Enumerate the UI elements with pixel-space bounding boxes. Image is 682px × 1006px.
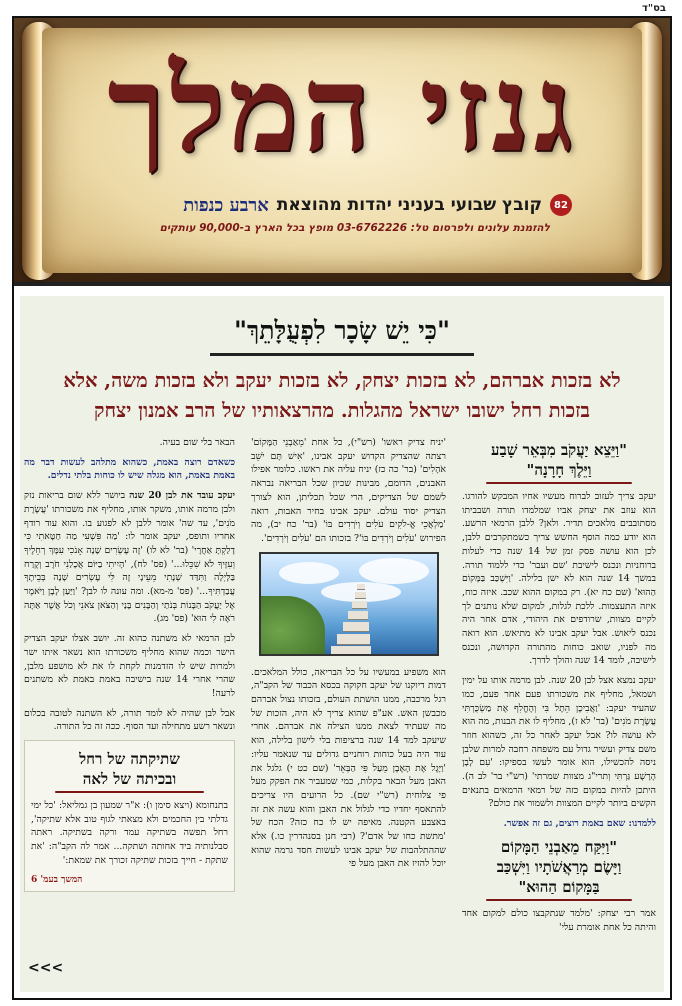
grass-cliff: [261, 596, 325, 654]
stair: [348, 611, 368, 620]
article-panel: [20, 296, 664, 992]
bsd-mark: בס"ד: [642, 3, 666, 14]
cloud: [359, 558, 429, 584]
parchment-scroll: [42, 28, 642, 273]
paragraph-lead: יעקב עובד את לבן 20 שנה: [129, 490, 235, 502]
stair: [343, 622, 369, 632]
paragraph-highlight: כשאדם רוצה באמת, כשהוא מתלהב לעשות דבר מה באמת באמת, הוא מגלה שיש לו כוחות בלתי נדלים.: [24, 456, 235, 482]
section-heading-2-line-3: בַּמָּקוֹם הַהוּא": [518, 877, 600, 896]
paragraph: אבל לבן שהיה לא לומד תורה, לא השתנה לטובה בכלום ונשאר רשע מתחילה ועד הסוף. ככה זה כל התורה.: [24, 707, 235, 733]
paragraph: אמר רבי יצחק: 'מלמד שנתקבצו כולם למקום אחד והיתה כל אחת אומרת עלי': [462, 907, 656, 933]
paragraph: יעקב נמצא אצל לבן 20 שנה. לבן מרמה אותו על ימין ושמאל, מחליף את משכורתו פעם אחר פעם, כמו שהעיד יעקב: 'וַאֲבִיכֶן הֵתֶל בִּי וְהֶחֱלִף אֶת מַשְׂכֻּרְתִּי עֲשֶׂרֶת מֹנִים' (בר' לא ז), מחליף לו את הבנות, מה הוא לא עושה לו? אבל יעקב לאחר כל זה, כשהוא חוזר משם צדיק ועשיר גדול עם משפחה רחבה למרות שלבן ניסה להכשילו, הוא אומר לעשו בספיקו: 'עִם לָבָן הָרָשָׁע גַּרְתִּי וְתרי"ג מצוות שמרתי' (רש"י בר' לב ה). היתכן להיות במקום כזה של רמאי הרמאים בתנאים הקשים ביותר לקיים המצוות ולשמור את כולם?: [462, 675, 656, 810]
heading-rule: [486, 482, 632, 484]
paragraph: [24, 489, 235, 626]
section-heading-2: [462, 837, 656, 897]
sidebar-box: [24, 740, 235, 892]
continued-notice: המשך בעמ' 6: [31, 874, 83, 885]
article-motto: "כִּי יֵשׁ שָׂכָר לִפְעֻלָּתֵךְ": [233, 316, 451, 345]
stair: [357, 584, 365, 590]
issue-number-badge: 82: [550, 194, 572, 216]
section-heading-2-line-2: וַיָּשֶׂם מְרַאֲשֹׁתָיו וַיִּשְׁכַּב: [496, 857, 622, 876]
article-heading: [30, 366, 654, 426]
section-heading-1: [462, 440, 656, 480]
article-heading-line-1: לא בזכות אברהם, לא בזכות יצחק, לא בזכות יעקב ולא בזכות משה, אלא: [63, 369, 621, 392]
paragraph-body: ביושר ללא שום בריאות נזק ולבן מרמה אותו, משקר אותו, מחליף את משכורתו 'עֲשֶׂרֶת מֹנִים', עד שה' אומר ללבן לא לפגוע בו. והוא עוד רודף אחריו ותופס, יעקב אומר לו: 'מַה פִּשְׁעִי מַה חַטָּאתִי כִּי דָלַקְתָּ אַחֲרָי' (בר' לא לו) 'זֶה עֶשְׂרִים שָׁנָה אָנֹכִי עִמָּךְ רְחֵלֶיךָ וְעִזֶּיךָ לֹא שִׁכֵּלוּ...' (פס' לח), 'הָיִיתִי בַיּוֹם אֲכָלַנִי חֹרֶב וְקֶרַח בַּלָּיְלָה וַתִּדַּד שְׁנָתִי מֵעֵינָי זֶה לִּי עֶשְׂרִים שָׁנָה בְּבֵיתֶךָ עֲבַדְתִּיךָ...' (פס' מ-מא). ומה עונה לו לבן? 'וַיַּעַן לָבָן וַיֹּאמֶר אֶל יַעֲקֹב הַבָּנוֹת בְּנֹתַי וְהַבָּנִים בָּנַי וְהַצֹּאן צֹאנִי וְכֹל אֲשֶׁר אַתָּה רֹאֶה לִי הוּא' (פס' מג).: [24, 490, 235, 625]
motto-underline: [210, 353, 474, 356]
stair: [331, 646, 371, 656]
section-heading-1-line-2: וַיֵּלֶךְ חָרָנָה": [526, 461, 592, 479]
paragraph-conclusion: ללמדנו: שאם באמת רוצים, גם זה אפשר.: [503, 818, 656, 830]
section-heading-1-line-1: "וַיֵּצֵא יַעֲקֹב מִבְּאֵר שָׁבַע: [491, 441, 627, 459]
stairway-to-sky-image: [259, 552, 439, 656]
next-page-arrow-icon[interactable]: <<<: [28, 960, 64, 977]
newsletter-page: [12, 16, 672, 1000]
paragraph: 'יניח צדיק ראשו' (רש"י), כל אחת 'מֵאַבְנֵי הַמָּקוֹם' רצתה שהצדיק הקדוש יעקב אבינו, 'אִישׁ תָּם יֹשֵׁב אֹהָלִים' (בר' כה כז) יניח עליה את ראשו. כלומר אפילו האבנים, הדומם, מבינות שכיון שכל הבריאה נבראה לשמם של הצדיקים, הרי שכל תכליתן, הוא לצורך הצדיק יסוד עולם. יעקב אבינו בחיר האבות, רואה 'מַלְאֲכֵי אֱ-לֹקִים עֹלִים וְיֹרְדִים בּוֹ' (בר' כח יב), מה הפירוש 'עֹלִים וְיֹרְדִים בּוֹ'? בזכותו הם 'עֹלִים וְיֹרְדִים'.: [251, 437, 446, 544]
section-heading-2-line-1: "וַיִּקַּח מֵאַבְנֵי הַמָּקוֹם: [500, 837, 618, 856]
subtitle: קובץ שבועי בעניני יהדות מהוצאת: [276, 195, 542, 215]
heading-rule: [486, 899, 632, 901]
paragraph: הוא משפיע במעשיו על כל הבריאה, כולל המלאכים. דמות דיוקנו של יעקב חקוקה בכסא הכבוד של הקב"ה, רגל מרכבה, ממנו הושתת העולם, בזכותו נצול אברהם מכבשן האש. אע"פ שהוא צריך לא היה, הזכות של מה שעתיד לצאת ממנו הצילה את אברהם. אחרי שיעקב למד 14 שנה ברציפות בלי לישון בלילה, הוא עוד היה בעל כוחות רוחניים גדולים עד שנאמר עליו: 'וַיָּגֶל אֶת הָאֶבֶן מֵעַל פִּי הַבְּאֵר' (שם כט י) גלגל את האבן מעל הבאר בקלות, כמי שמעביר את הפקק מעל פי צלוחית (רש"י שם). כל הרועים היו צריכים להתאסף יחדיו כדי לגלול את האבן והוא עשה את זה באצבע הקטנה. מאיפה יש לו כח כזה? הכח של 'מתשת כחו של אדם'? (רבי חנן בסנהדרין כו.) אלא שההתלהבות של יעקב אבינו לעשות חסד גרמה שהוא יוכל להזיז את האבן מעל פי: [251, 666, 446, 870]
heading-rule: [55, 791, 204, 793]
stair: [337, 634, 370, 645]
column-left: [24, 436, 235, 984]
column-middle: [251, 436, 446, 984]
stair: [352, 601, 367, 609]
section-heading-3-line-1: שתיקתה של רחל: [79, 750, 180, 769]
stair: [355, 592, 366, 599]
masthead: [14, 18, 670, 286]
paragraph: לבן הרמאי לא משתנה כהוא זה. יושב אצלו יעקב הצדיק הישר וכמה שהוא מחליף משכורתו הוא נשאר איתו ישר ולמרות שיש לו הזדמנות לקחת לו את לא מושפע מלבן, שהרי אחרי 14 שנה בישיבה באמת באמת לא משתנים לרעה!: [24, 633, 235, 699]
paragraph: הבאר בלי שום בעיה.: [159, 437, 235, 448]
newsletter-title: גנזי המלך: [107, 39, 577, 178]
subtitle-row: [112, 192, 572, 218]
paragraph: יעקב צריך לעזוב לברוח מעשיו אחיו המבקש להורגו. הוא עוזב את יצחק אביו שמלמדו תורה ושבביתו מסתובבים מלאכים תדיר. ולאן? ללבן הרמאי הרשע. הוא יודע כמה הוסף החשש צריך כשמתקרבים ללבן, לכן הוא עושה פסק זמן של 14 שנה כדי לעלות ברוחניות ונכנס לישיבת 'שם ועבר' כדי ללמוד תורה. במשך 14 שנה הוא לא ישן בלילה. 'וַיִּשְׁכַּב בַּמָּקוֹם הַהוּא' (שם כח יא). רק במקום ההוא שכב. איזה כוח, איזה התעצמות. ללכת לגלות, למקום שלא נותנים לך לקיים מצוות, שרודפים את היהודי, אדם אחר היה נכנס ליאוש. אבל יעקב אבינו לא מתיאש. הוא רואה מה לפניו, שואב כוחות מהתורה הקדושה, ונכנס לישיבה, לומד 14 שנה והולך לדרך.: [462, 491, 656, 667]
column-right: [462, 436, 656, 984]
paragraph: בתנחומא (ויצא סימן ו): א"ר שמעון בן גמליאל: 'כל ימי גדלתי בין החכמים ולא מצאתי לגוף טוב אלא שתיקה', רחל תפשה בשתיקה עמד ורקה בשתיקה. ראתה סבלנותיה ביד אחותה ושתקה... אמר לה הקב"ה: 'את שתקת - חייך בזכות שתיקה זכורך את שמאת:': [31, 800, 228, 866]
section-heading-3-line-2: ובכיתה של לאה: [82, 770, 177, 789]
publisher-logo: ארבע כנפות: [183, 194, 269, 216]
cloud: [279, 562, 339, 584]
contact-line: להזמנת עלונים ולפרסום טל: 03-6762226 מופץ בכל הארץ ב-90,000 עותקים: [159, 222, 550, 234]
article-heading-line-2: בזכות רחל ישובו ישראל מהגלות. מהרצאותיו של הרב אמנון יצחק: [94, 399, 590, 422]
article-columns: [24, 436, 656, 984]
section-heading-3: [31, 749, 228, 789]
